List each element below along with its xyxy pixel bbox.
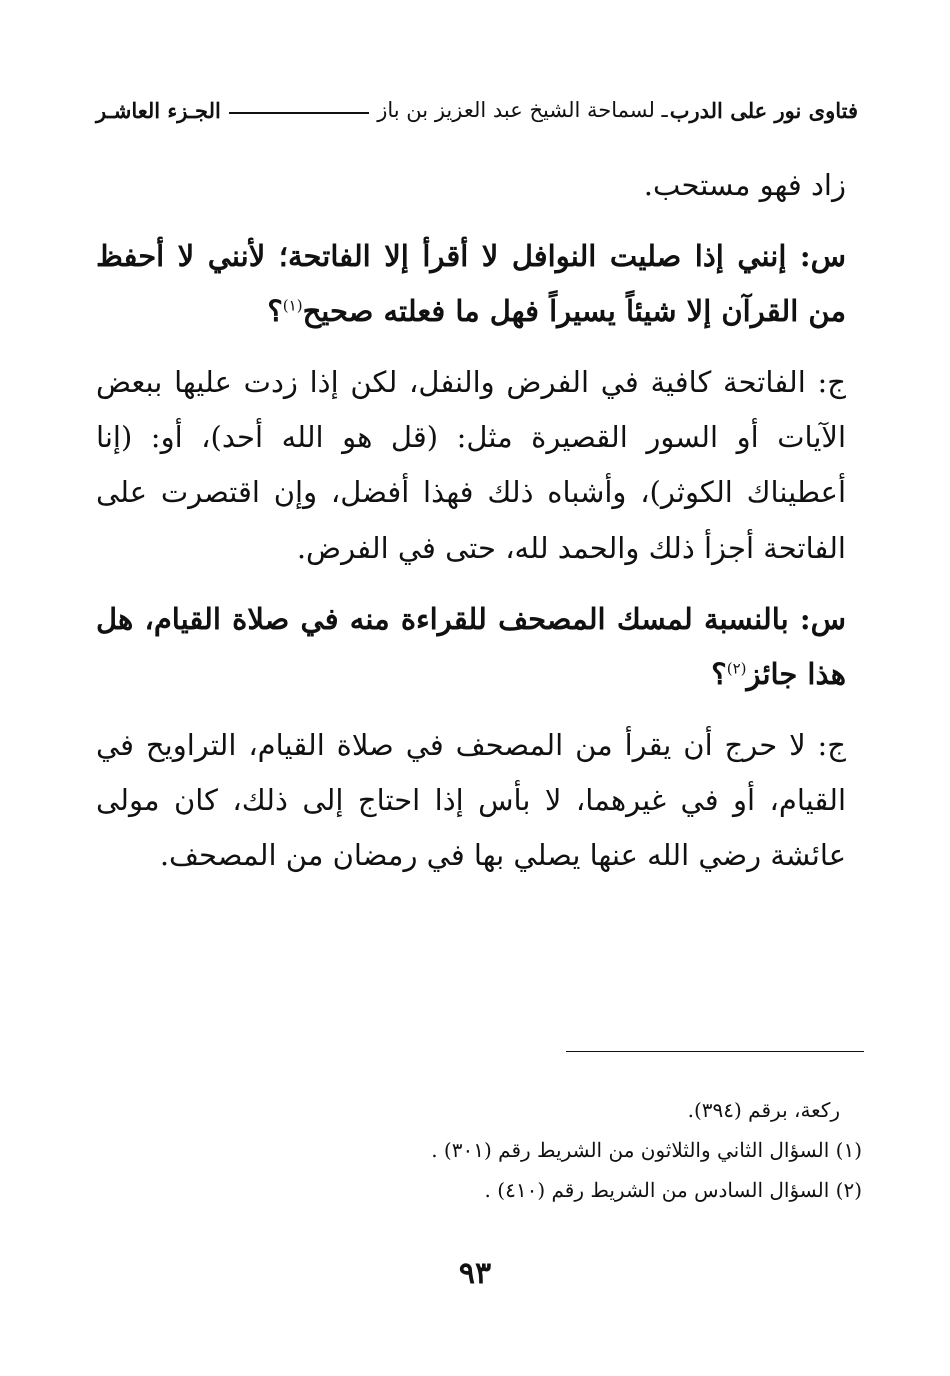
footnote-ref-1: (١) <box>282 296 303 315</box>
volume-label: الجـزء العاشـر <box>96 97 221 123</box>
footnote-continuation: ركعة، برقم (٣٩٤). <box>687 1098 840 1122</box>
footnotes <box>96 1090 862 1210</box>
paragraph-text: زاد فهو مستحب. <box>643 168 846 202</box>
footnote-1: (١) السؤال الثاني والثلاثون من الشريط رقم (٣٠١) . <box>431 1138 862 1162</box>
footnote-ref-2: (٢) <box>726 659 747 678</box>
answer-text: ج: لا حرج أن يقرأ من المصحف في صلاة القيام، التراويح في القيام، أو في غيرهما، لا بأس إذا احتاج إلى ذلك، كان مولى عائشة رضي الله عنها يصلي بها في رمضان من المصحف. <box>96 727 847 873</box>
answer-2 <box>96 718 846 883</box>
question-2 <box>96 592 846 702</box>
header-rule <box>229 112 369 114</box>
answer-1 <box>96 355 846 575</box>
book-title: فتاوى نور على الدرب <box>669 97 858 123</box>
body-text <box>96 158 846 899</box>
question-1 <box>96 229 846 339</box>
running-header <box>96 92 858 128</box>
answer-continuation <box>96 158 846 213</box>
author-name: ـ لسماحة الشيخ عبد العزيز بن باز <box>377 98 668 122</box>
footnote-rule <box>566 1051 864 1052</box>
footnote-2: (٢) السؤال السادس من الشريط رقم (٤١٠) . <box>484 1178 862 1202</box>
question-text: س: إنني إذا صليت النوافل لا أقرأ إلا الفاتحة؛ لأنني لا أحفظ من القرآن إلا شيئاً يسيراً فهل ما فعلته صحيح <box>96 239 846 329</box>
page-number: ٩٣ <box>458 1256 492 1291</box>
question-mark: ؟ <box>267 294 283 329</box>
question-text: س: بالنسبة لمسك المصحف للقراءة منه في صلاة القيام، هل هذا جائز <box>96 601 846 691</box>
question-mark: ؟ <box>711 656 727 691</box>
answer-text: ج: الفاتحة كافية في الفرض والنفل، لكن إذا زدت عليها ببعض الآيات أو السور القصيرة مثل: (قل هو الله أحد)، أو: (إنا أعطيناك الكوثر)، وأشباه ذلك فهذا أفضل، وإن اقتصرت على الفاتحة أجزأ ذلك والحمد لله، حتى في الفرض. <box>96 365 846 565</box>
